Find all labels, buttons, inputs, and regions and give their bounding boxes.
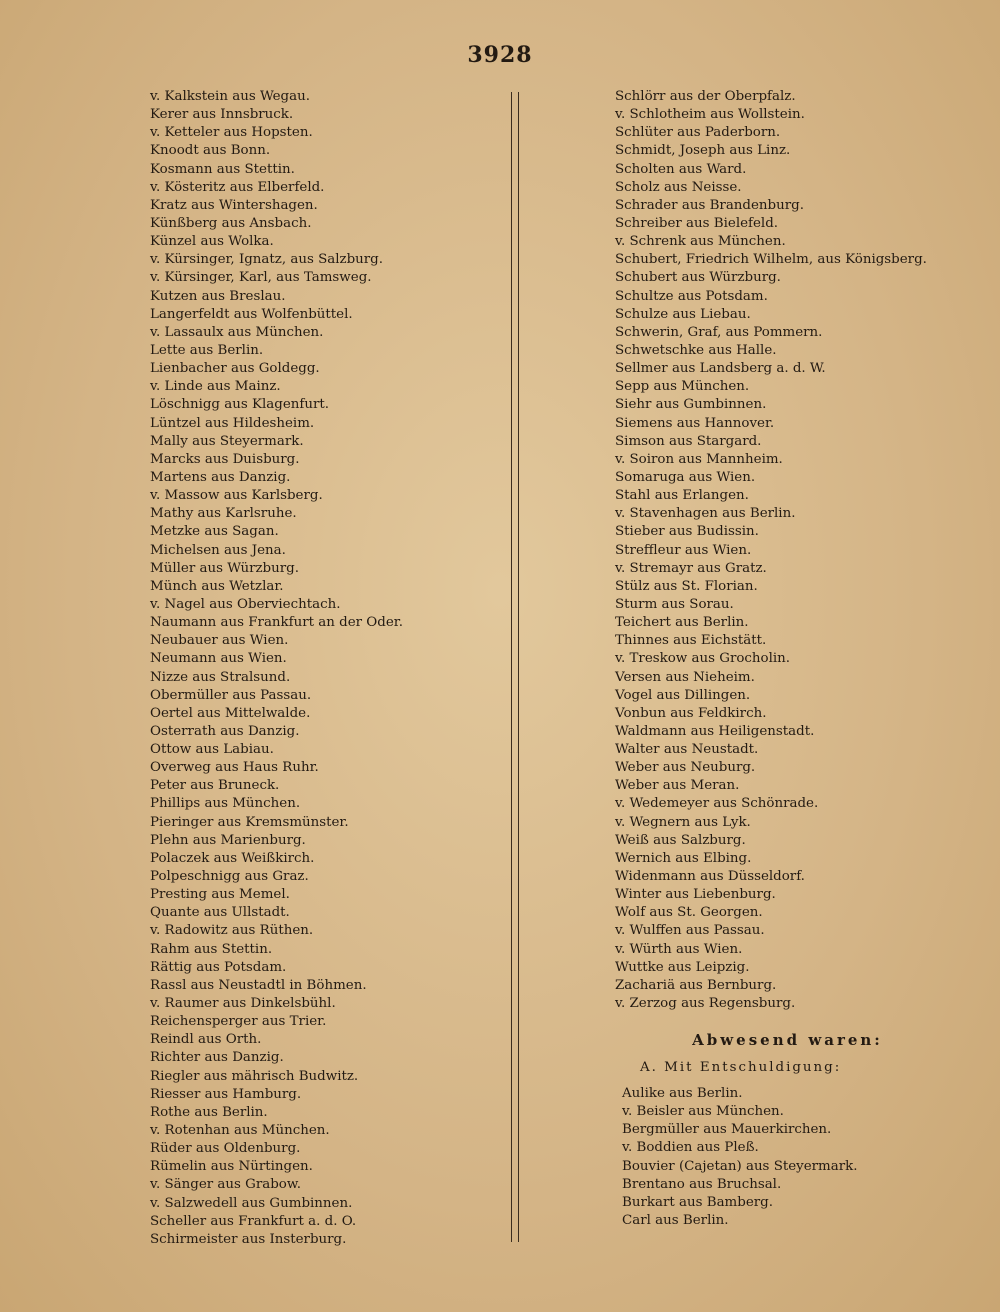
list-item: Kratz aus Wintershagen. [150, 197, 318, 213]
list-item: Metzke aus Sagan. [150, 524, 279, 540]
list-item: Schrader aus Brandenburg. [615, 197, 804, 213]
list-item: Rassl aus Neustadtl in Böhmen. [150, 977, 367, 993]
list-item: Vogel aus Dillingen. [615, 687, 751, 703]
list-item: v. Wulffen aus Passau. [615, 923, 765, 939]
list-item: Pieringer aus Kremsmünster. [150, 814, 349, 830]
list-item: Presting aus Memel. [150, 887, 290, 903]
list-item: v. Salzwedell aus Gumbinnen. [150, 1195, 353, 1211]
list-item: Streffleur aus Wien. [615, 542, 752, 558]
list-item: Teichert aus Berlin. [615, 615, 749, 631]
list-item: Kerer aus Innsbruck. [150, 107, 294, 123]
list-item: Oertel aus Mittelwalde. [150, 705, 311, 721]
list-item: v. Lassaulx aus München. [150, 324, 324, 340]
list-item: v. Stremayr aus Gratz. [615, 560, 767, 576]
list-item: Naumann aus Frankfurt an der Oder. [150, 615, 403, 631]
list-item: Schulze aus Liebau. [615, 306, 751, 322]
list-item: Neubauer aus Wien. [150, 633, 289, 649]
list-item: Bouvier (Cajetan) aus Steyermark. [622, 1158, 858, 1174]
list-item: Neumann aus Wien. [150, 651, 287, 667]
list-item: Richter aus Danzig. [150, 1050, 284, 1066]
list-item: Stülz aus St. Florian. [615, 578, 758, 594]
list-item: Peter aus Bruneck. [150, 778, 280, 794]
list-item: v. Schlotheim aus Wollstein. [615, 107, 805, 123]
list-item: v. Treskow aus Grocholin. [615, 651, 791, 667]
list-item: Lette aus Berlin. [150, 342, 264, 358]
list-item: v. Soiron aus Mannheim. [615, 451, 783, 467]
list-item: Schubert aus Würzburg. [615, 270, 781, 286]
list-item: Scholten aus Ward. [615, 161, 747, 177]
list-item: Stahl aus Erlangen. [615, 488, 749, 504]
list-item: Weber aus Neuburg. [615, 760, 756, 776]
list-item: Reichensperger aus Trier. [150, 1014, 327, 1030]
list-item: Waldmann aus Heiligenstadt. [615, 723, 815, 739]
list-item: Walter aus Neustadt. [615, 742, 759, 758]
list-item: Künßberg aus Ansbach. [150, 215, 312, 231]
list-item: Kutzen aus Breslau. [150, 288, 286, 304]
list-item: Schreiber aus Bielefeld. [615, 215, 779, 231]
list-item: Langerfeldt aus Wolfenbüttel. [150, 306, 353, 322]
list-item: Künzel aus Wolka. [150, 234, 274, 250]
list-item: Knoodt aus Bonn. [150, 143, 271, 159]
list-item: Carl aus Berlin. [622, 1212, 729, 1228]
list-item: Wernich aus Elbing. [615, 850, 752, 866]
list-item: Rättig aus Potsdam. [150, 959, 287, 975]
left-column [150, 88, 490, 1249]
list-item: Siehr aus Gumbinnen. [615, 397, 767, 413]
list-item: Vonbun aus Feldkirch. [615, 705, 767, 721]
list-item: Marcks aus Duisburg. [150, 451, 300, 467]
column-divider [511, 92, 519, 1242]
list-item: v. Kalkstein aus Wegau. [150, 89, 310, 104]
list-item: v. Kürsinger, Karl, aus Tamsweg. [150, 270, 372, 286]
list-item: Bergmüller aus Mauerkirchen. [622, 1122, 832, 1138]
list-item: Siemens aus Hannover. [615, 415, 775, 431]
list-item: Lüntzel aus Hildesheim. [150, 415, 315, 431]
list-item: v. Beisler aus München. [622, 1104, 784, 1120]
list-item: Schwerin, Graf, aus Pommern. [615, 324, 823, 340]
list-item: Ottow aus Labiau. [150, 742, 274, 758]
absent-heading: Abwesend waren: [692, 1031, 883, 1049]
list-item: v. Linde aus Mainz. [150, 379, 281, 395]
list-item: Schlörr aus der Oberpfalz. [615, 89, 796, 104]
list-item: Riegler aus mährisch Budwitz. [150, 1068, 359, 1084]
list-item: Stieber aus Budissin. [615, 524, 759, 540]
list-item: v. Kösteritz aus Elberfeld. [150, 179, 325, 195]
list-item: Reindl aus Orth. [150, 1032, 262, 1048]
list-item: Riesser aus Hamburg. [150, 1086, 302, 1102]
list-item: v. Rotenhan aus München. [150, 1123, 330, 1139]
list-item: v. Würth aus Wien. [615, 941, 743, 957]
list-item: Polpeschnigg aus Graz. [150, 869, 309, 885]
list-item: Wuttke aus Leipzig. [615, 959, 750, 975]
list-item: Michelsen aus Jena. [150, 542, 286, 558]
list-item: Schlüter aus Paderborn. [615, 125, 781, 141]
list-item: v. Massow aus Karlsberg. [150, 488, 323, 504]
list-item: Somaruga aus Wien. [615, 469, 756, 485]
list-item: v. Schrenk aus München. [615, 234, 786, 250]
list-item: Sellmer aus Landsberg a. d. W. [615, 361, 826, 377]
list-item: Wolf aus St. Georgen. [615, 905, 763, 921]
list-item: Phillips aus München. [150, 796, 301, 812]
list-item: Burkart aus Bamberg. [622, 1194, 773, 1210]
list-item: v. Zerzog aus Regensburg. [615, 996, 796, 1012]
list-item: v. Sänger aus Grabow. [150, 1177, 302, 1193]
list-item: Schirmeister aus Insterburg. [150, 1231, 347, 1247]
list-item: Rahm aus Stettin. [150, 941, 273, 957]
list-item: Versen aus Nieheim. [615, 669, 755, 685]
list-item: Zachariä aus Bernburg. [615, 977, 777, 993]
list-item: v. Kürsinger, Ignatz, aus Salzburg. [150, 252, 384, 268]
list-item: Aulike aus Berlin. [622, 1086, 743, 1101]
list-item: Scheller aus Frankfurt a. d. O. [150, 1213, 357, 1229]
list-item: Rothe aus Berlin. [150, 1104, 268, 1120]
list-item: Obermüller aus Passau. [150, 687, 312, 703]
absent-list [622, 1085, 858, 1230]
list-item: Quante aus Ullstadt. [150, 905, 290, 921]
list-item: v. Boddien aus Pleß. [622, 1140, 759, 1156]
list-item: Mally aus Steyermark. [150, 433, 304, 449]
list-item: Rümelin aus Nürtingen. [150, 1159, 313, 1175]
list-item: Nizze aus Stralsund. [150, 669, 291, 685]
list-item: v. Stavenhagen aus Berlin. [615, 506, 796, 522]
list-item: Widenmann aus Düsseldorf. [615, 869, 805, 885]
list-item: Mathy aus Karlsruhe. [150, 506, 297, 522]
list-item: Overweg aus Haus Ruhr. [150, 760, 319, 776]
list-item: v. Wedemeyer aus Schönrade. [615, 796, 819, 812]
list-item: Löschnigg aus Klagenfurt. [150, 397, 330, 413]
list-item: v. Nagel aus Oberviechtach. [150, 596, 341, 612]
list-item: v. Raumer aus Dinkelsbühl. [150, 996, 336, 1012]
list-item: v. Ketteler aus Hopsten. [150, 125, 313, 141]
list-item: Rüder aus Oldenburg. [150, 1141, 301, 1157]
list-item: Simson aus Stargard. [615, 433, 762, 449]
list-item: v. Radowitz aus Rüthen. [150, 923, 314, 939]
list-item: v. Wegnern aus Lyk. [615, 814, 751, 830]
list-item: Kosmann aus Stettin. [150, 161, 295, 177]
list-item: Weber aus Meran. [615, 778, 740, 794]
list-item: Sepp aus München. [615, 379, 750, 395]
absent-subheading: A. Mit Entschuldigung: [640, 1060, 842, 1075]
page-number: 3928 [467, 42, 533, 68]
list-item: Sturm aus Sorau. [615, 596, 734, 612]
list-item: Müller aus Würzburg. [150, 560, 299, 576]
list-item: Schmidt, Joseph aus Linz. [615, 143, 791, 159]
list-item: Polaczek aus Weißkirch. [150, 850, 315, 866]
list-item: Schubert, Friedrich Wilhelm, aus Königsberg. [615, 252, 927, 268]
list-item: Münch aus Wetzlar. [150, 578, 284, 594]
list-item: Martens aus Danzig. [150, 469, 291, 485]
list-item: Thinnes aus Eichstätt. [615, 633, 767, 649]
list-item: Lienbacher aus Goldegg. [150, 361, 320, 377]
list-item: Weiß aus Salzburg. [615, 832, 746, 848]
list-item: Osterrath aus Danzig. [150, 723, 300, 739]
list-item: Schultze aus Potsdam. [615, 288, 768, 304]
list-item: Scholz aus Neisse. [615, 179, 742, 195]
right-column [615, 88, 960, 1013]
list-item: Winter aus Liebenburg. [615, 887, 776, 903]
list-item: Brentano aus Bruchsal. [622, 1176, 782, 1192]
list-item: Schwetschke aus Halle. [615, 342, 777, 358]
list-item: Plehn aus Marienburg. [150, 832, 306, 848]
